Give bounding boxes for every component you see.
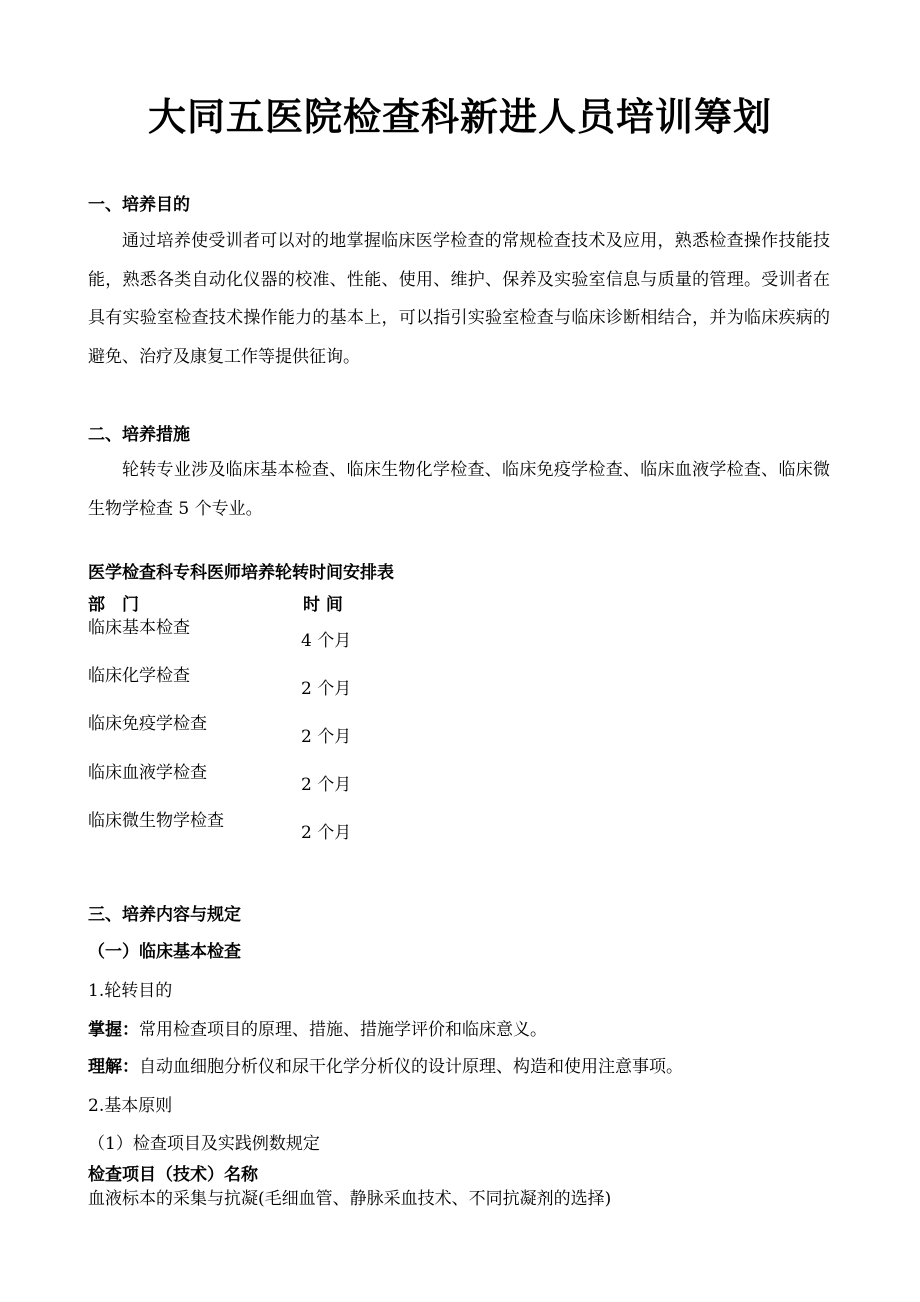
master-line [88,1015,547,1040]
table-row-duration: 2 个月 [301,823,352,843]
section2-heading: 二、培养措施 [88,425,190,445]
table-row-department: 临床化学检查 [88,666,190,686]
section1-heading: 一、培养目的 [88,195,190,215]
table-row-duration: 2 个月 [301,775,352,795]
item-project-requirements: （1）检查项目及实践例数规定 [88,1134,320,1154]
section3-heading: 三、培养内容与规定 [88,905,241,925]
table-row-department: 临床血液学检查 [88,763,207,783]
item-basic-principles: 2.基本原则 [88,1096,173,1116]
understand-line [88,1052,683,1077]
page-title: 大同五医院检查科新进人员培训筹划 [147,95,772,139]
item-rotation-goal: 1.轮转目的 [88,981,173,1001]
section2-paragraph: 轮转专业涉及临床基本检查、临床生物化学检查、临床免疫学检查、临床血液学检查、临床微生物学检查 5 个专业。 [88,460,830,519]
table-row-duration: 2 个月 [301,727,352,747]
master-text: 常用检查项目的原理、措施、措施学评价和临床意义。 [139,1020,547,1040]
section3-subheading: （一）临床基本检查 [88,942,241,962]
understand-label: 理解： [88,1057,139,1077]
table-row-duration: 4 个月 [301,631,352,651]
master-label: 掌握： [88,1020,139,1040]
project-name-header: 检查项目（技术）名称 [88,1165,258,1185]
rotation-table-title: 医学检查科专科医师培养轮转时间安排表 [88,563,394,583]
table-row-duration: 2 个月 [301,679,352,699]
table-row-department: 临床基本检查 [88,618,190,638]
table-row-department: 临床免疫学检查 [88,714,207,734]
table-header-time: 时 间 [303,595,343,615]
table-header-department: 部 门 [88,595,139,615]
table-row-department: 临床微生物学检查 [88,811,224,831]
understand-text: 自动血细胞分析仪和尿干化学分析仪的设计原理、构造和使用注意事项。 [139,1057,683,1077]
section1-paragraph: 通过培养使受训者可以对的地掌握临床医学检查的常规检查技术及应用，熟悉检查操作技能技能，熟悉各类自动化仪器的校准、性能、使用、维护、保养及实验室信息与质量的管理。受训者在具有实验室检查技术操作能力的基本上，可以指引实验室检查与临床诊断相结合，并为临床疾病的避免、治疗及康复工作等提供征询。 [88,231,830,367]
project-first-item: 血液标本的采集与抗凝(毛细血管、静脉采血技术、不同抗凝剂的选择) [88,1189,612,1209]
